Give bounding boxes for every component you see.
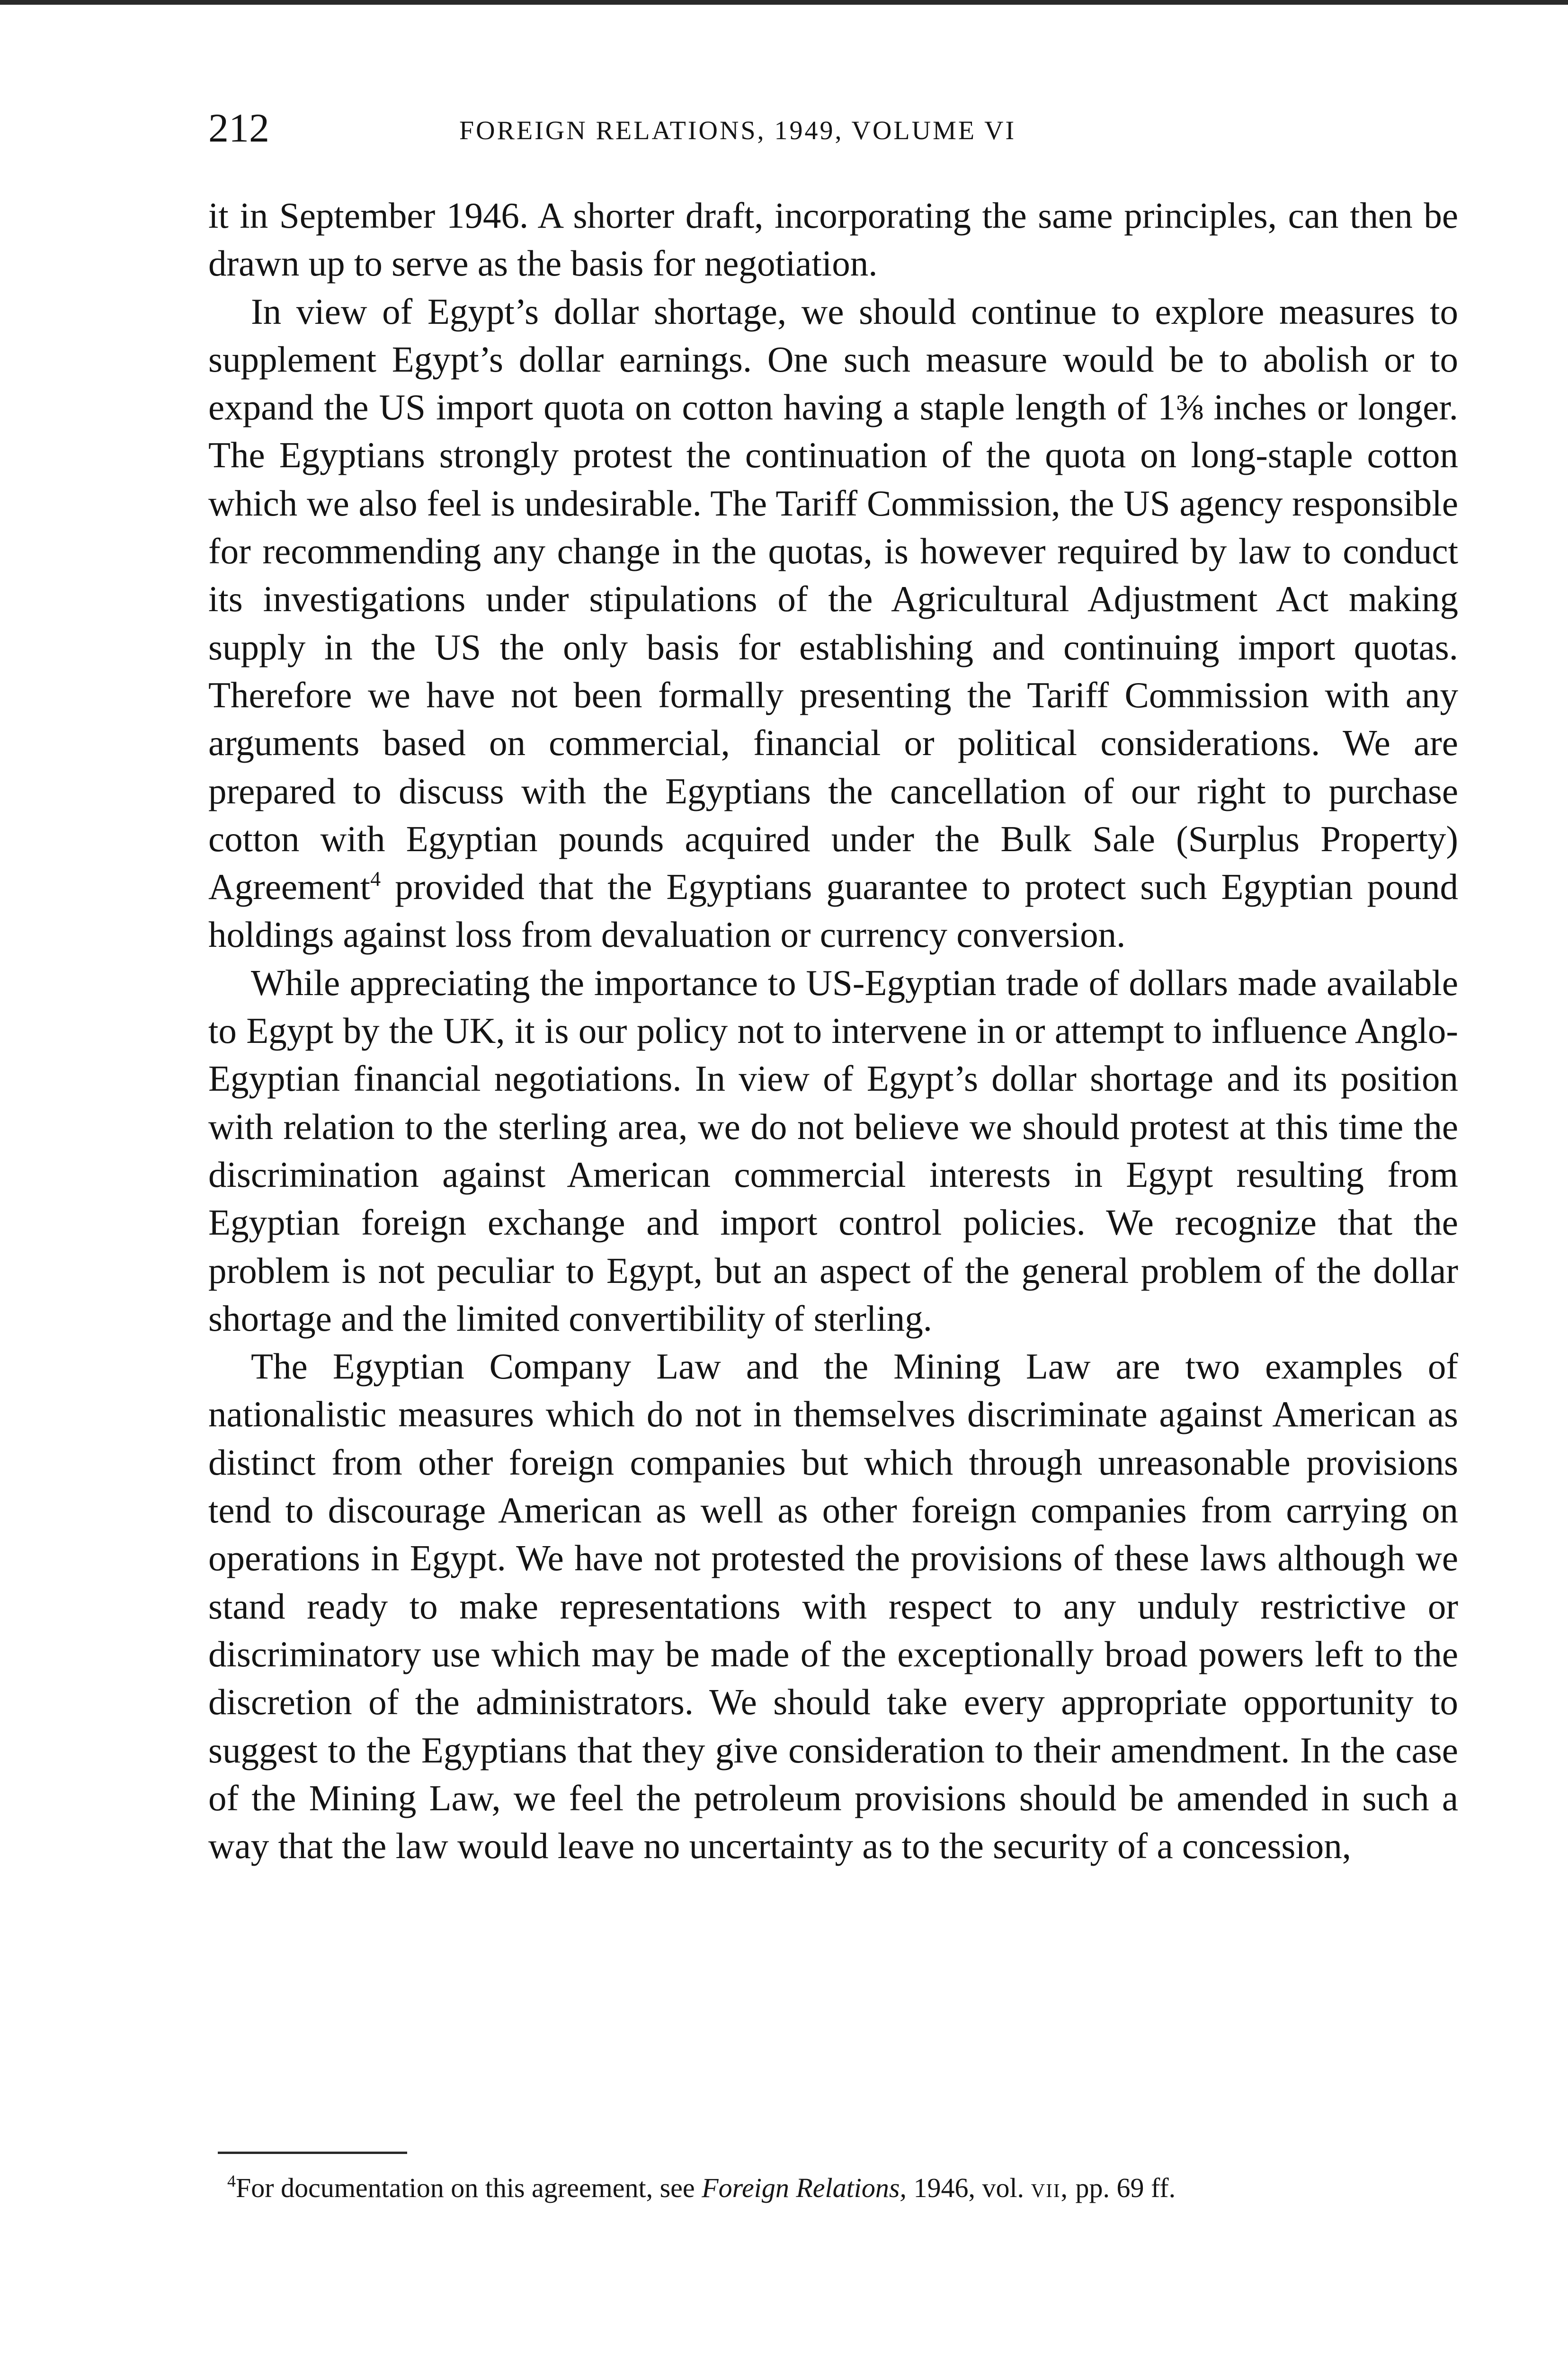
body-text — [208, 192, 1458, 1870]
paragraph-dollar-shortage-text-continued: provided that the Egyptians guarantee to protect such Egyptian pound holdings against loss from devaluation or currency conversion. — [208, 866, 1458, 955]
paragraph-company-law: The Egyptian Company Law and the Mining Law are two examples of nationalistic measures which do not in themselves discriminate against American as distinct from other foreign companies but which through unreasonable provisions tend to discourage American as well as other foreign companies from carrying on operations in Egypt. We have not protested the provisions of these laws although we stand ready to make representations with respect to any unduly restrictive or discriminatory use which may be made of the exceptionally broad powers left to the discretion of the administrators. We should take every appropriate opportunity to suggest to the Egyptians that they give consideration to their amendment. In the case of the Mining Law, we feel the petroleum provisions should be amended in such a way that the law would leave no uncertainty as to the security of a concession, — [208, 1346, 1458, 1867]
paragraph-anglo-egyptian: While appreciating the importance to US-Egyptian trade of dollars made available to Egypt by the UK, it is our policy not to intervene in or attempt to influence Anglo-Egyptian financial negotiations. In view of Egypt’s dollar shortage and its position with relation to the sterling area, we do not believe we should protest at this time the discrimination against American commercial interests in Egypt resulting from Egyptian foreign exchange and import control policies. We recognize that the problem is not peculiar to Egypt, but an aspect of the general problem of the dollar shortage and the limited convertibility of sterling. — [208, 962, 1458, 1339]
page-number: 212 — [208, 105, 269, 151]
paragraph-dollar-shortage-text: In view of Egypt’s dollar shortage, we should continue to explore measures to supplement Egypt’s dollar earnings. One such measure would be to abolish or to expand the US import quota on cotton having a staple length of 1⅜ inches or longer. The Egyptians strongly protest the continuation of the quota on long-staple cotton which we also feel is undesirable. The Tariff Commission, the US agency responsible for recommending any change in the quotas, is however required by law to conduct its investigations under stipulations of the Agricultural Adjustment Act making supply in the US the only basis for establishing and continuing import quotas. Therefore we have not been formally presenting the Tariff Commission with any arguments based on commercial, financial or political considerations. We are prepared to discuss with the Egyptians the cancellation of our right to purchase cotton with Egyptian pounds acquired under the Bulk Sale (Surplus Property) Agreement — [208, 291, 1458, 908]
footnote-reference[interactable]: 4 — [370, 867, 381, 891]
running-head — [208, 104, 1458, 151]
footnote-volume: vii, — [1031, 2172, 1069, 2203]
footnote-marker: 4 — [227, 2171, 236, 2190]
footnote-text-after: 1946, vol. — [913, 2172, 1025, 2203]
footnote-pages: pp. 69 ff. — [1075, 2172, 1176, 2203]
paragraph-continuation: it in September 1946. A shorter draft, incorporating the same principles, can then be drawn up to serve as the basis for negotiation. — [208, 195, 1458, 284]
running-title: FOREIGN RELATIONS, 1949, VOLUME VI — [459, 116, 1016, 145]
footnote-text-before: For documentation on this agreement, see — [236, 2172, 695, 2203]
paragraph-dollar-shortage — [208, 288, 1458, 959]
top-border-rule — [0, 0, 1568, 5]
footnote-divider — [218, 2152, 407, 2154]
footnote — [208, 2171, 1458, 2206]
footnote-italic-title: Foreign Relations, — [702, 2172, 907, 2203]
